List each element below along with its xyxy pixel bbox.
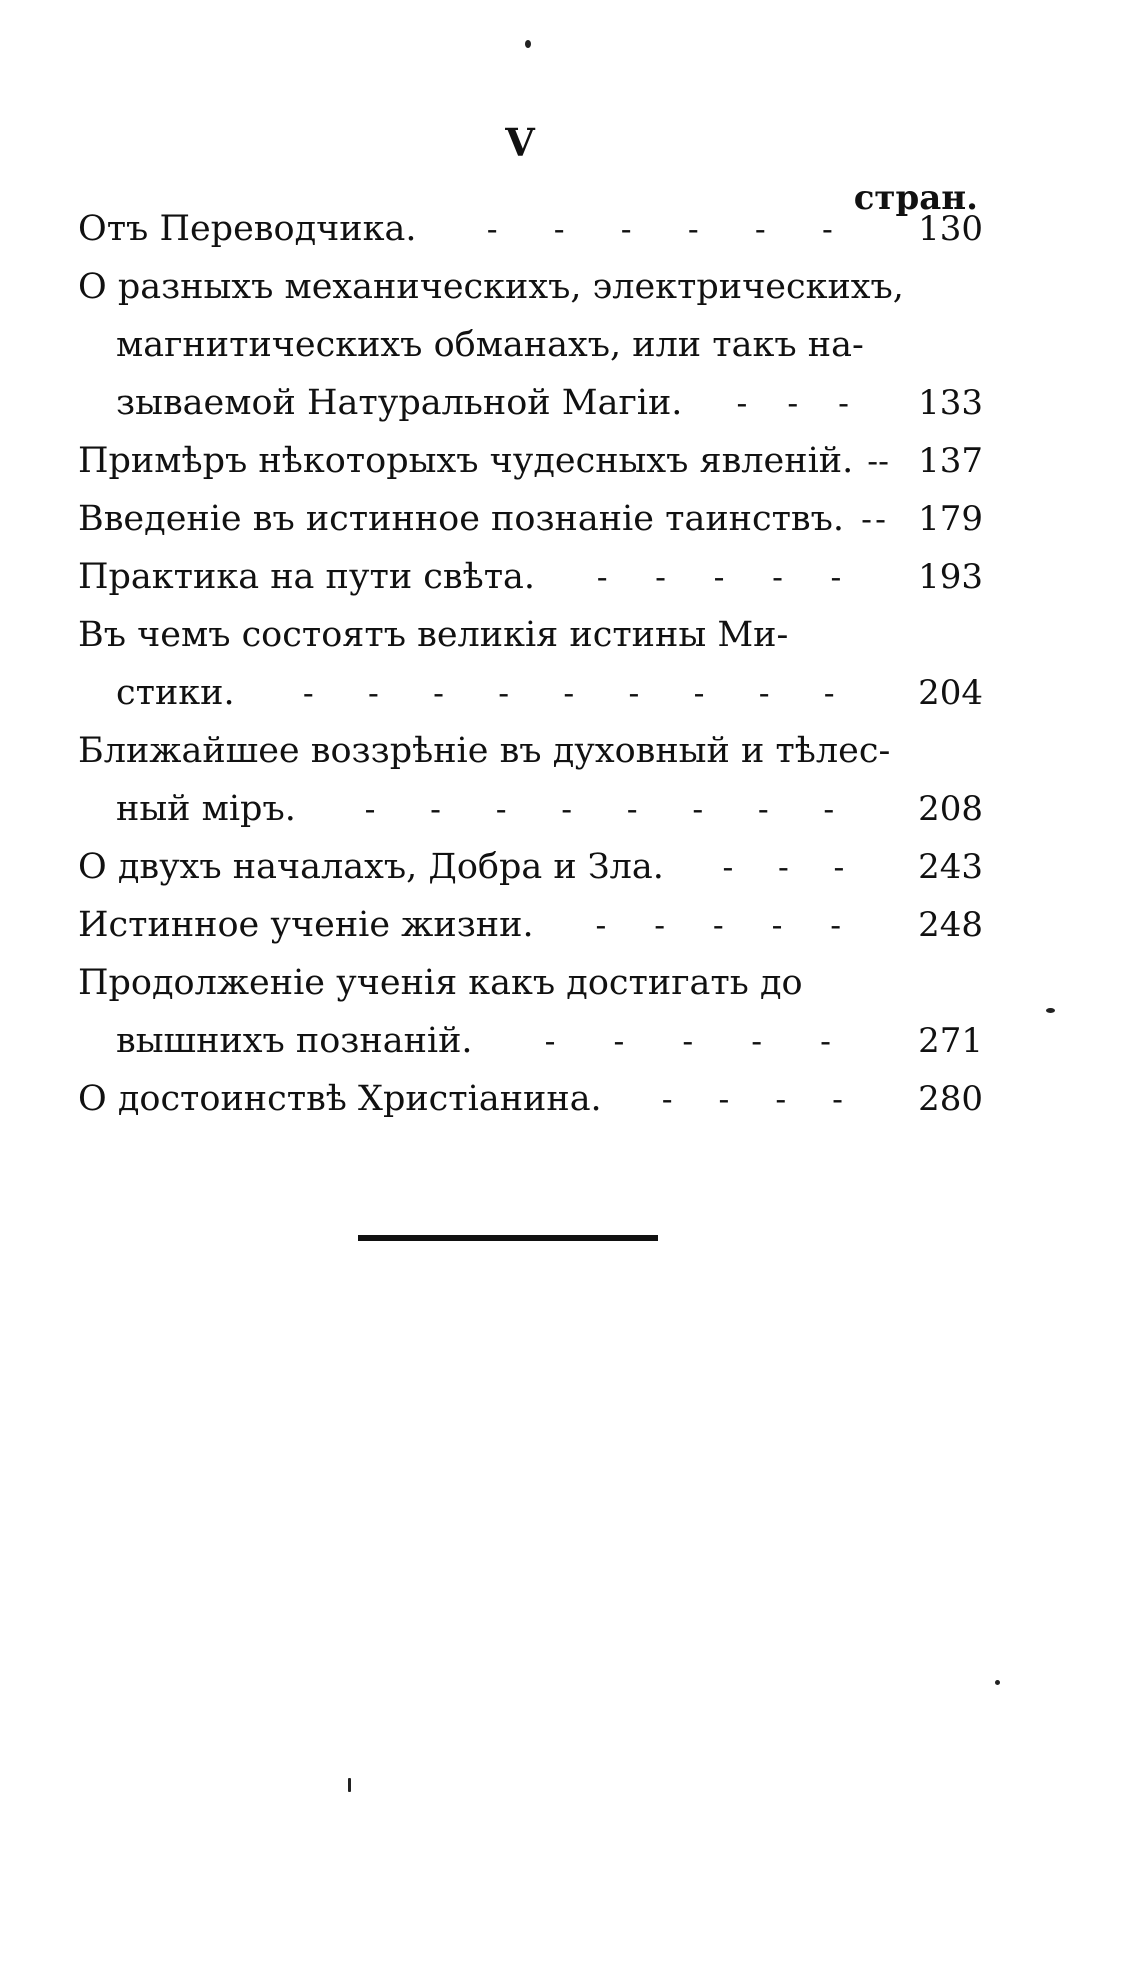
leader-dashes: - - - - - - - - - (302, 674, 835, 712)
toc-entry-line (78, 780, 983, 838)
toc-entry-page: 179 (918, 499, 983, 539)
toc-entry-line (78, 200, 983, 258)
toc-entry-title: вышнихъ познаній. (116, 1021, 473, 1061)
toc-entry (78, 606, 983, 722)
toc-entry-page: 204 (918, 673, 983, 713)
leader-dashes: - - - - - (596, 558, 842, 596)
table-of-contents (78, 200, 983, 1128)
toc-entry-title: магнитическихъ обманахъ, или такъ на- (116, 325, 864, 365)
toc-entry-line (78, 606, 983, 664)
toc-entry (78, 200, 983, 258)
toc-entry-title: зываемой Натуральной Магіи. (116, 383, 683, 423)
print-speck (525, 40, 531, 48)
toc-entry-title: Истинное ученіе жизни. (78, 905, 534, 945)
toc-entry-page: 130 (918, 209, 983, 249)
toc-entry-title: О разныхъ механическихъ, электрическихъ, (78, 267, 904, 307)
toc-entry-title: Продолженіе ученія какъ достигать до (78, 963, 803, 1003)
toc-entry-title: О двухъ началахъ, Добра и Зла. (78, 847, 664, 887)
toc-entry-page: 280 (918, 1079, 983, 1119)
toc-entry-page: 248 (918, 905, 983, 945)
toc-entry (78, 954, 983, 1070)
toc-entry-title: Практика на пути свѣта. (78, 557, 536, 597)
toc-entry-page: 208 (918, 789, 983, 829)
print-speck (1046, 1008, 1055, 1013)
toc-entry (78, 838, 983, 896)
toc-entry-line (78, 1070, 983, 1128)
toc-entry (78, 490, 983, 548)
toc-entry-title: ный міръ. (116, 789, 296, 829)
leader-dashes: - - - - (661, 1080, 843, 1118)
leader-dashes: - - - - - - (486, 210, 833, 248)
toc-entry-line (78, 954, 983, 1012)
toc-entry-page: 271 (918, 1021, 983, 1061)
print-speck (348, 1778, 351, 1792)
toc-entry-page: 137 (918, 441, 983, 481)
leader-dashes: - - - - - - - - (364, 790, 835, 828)
leader-dashes: - - (861, 500, 886, 538)
toc-entry (78, 258, 983, 432)
toc-entry-title: Отъ Переводчика. (78, 209, 417, 249)
toc-entry-title: стики. (116, 673, 235, 713)
print-speck (995, 1680, 1000, 1685)
toc-entry (78, 896, 983, 954)
leader-dashes: - - - - - (595, 906, 842, 944)
toc-entry (78, 722, 983, 838)
leader-dashes: - - - (722, 848, 845, 886)
toc-entry-page: 133 (918, 383, 983, 423)
toc-entry-title: О достоинствѣ Христіанина. (78, 1079, 602, 1119)
leader-dashes: - - - - - (544, 1022, 831, 1060)
toc-entry-page: 193 (918, 557, 983, 597)
toc-entry-title: Примѣръ нѣкоторыхъ чудесныхъ явленій. (78, 441, 854, 481)
toc-entry-line (78, 664, 983, 722)
toc-entry-line (78, 258, 983, 316)
toc-entry-title: Введеніе въ истинное познаніе таинствъ. (78, 499, 845, 539)
toc-entry-line (78, 374, 983, 432)
toc-entry-line (78, 316, 983, 374)
page-column-label: стран. (853, 178, 978, 218)
toc-entry-line (78, 432, 983, 490)
toc-entry-page: 243 (918, 847, 983, 887)
toc-entry (78, 548, 983, 606)
leader-dashes: - - - (736, 384, 849, 422)
toc-entry-line (78, 722, 983, 780)
toc-entry-line (78, 490, 983, 548)
toc-entry-line (78, 896, 983, 954)
toc-entry (78, 1070, 983, 1128)
toc-entry-title: Въ чемъ состоятъ великія истины Ми- (78, 615, 789, 655)
toc-entry-line (78, 1012, 983, 1070)
toc-entry (78, 432, 983, 490)
page-number: V (505, 120, 535, 165)
toc-entry-line (78, 838, 983, 896)
section-rule (358, 1235, 658, 1241)
leader-dashes: - - (867, 442, 889, 480)
toc-entry-title: Ближайшее воззрѣніе въ духовный и тѣлес- (78, 731, 891, 771)
toc-entry-line (78, 548, 983, 606)
